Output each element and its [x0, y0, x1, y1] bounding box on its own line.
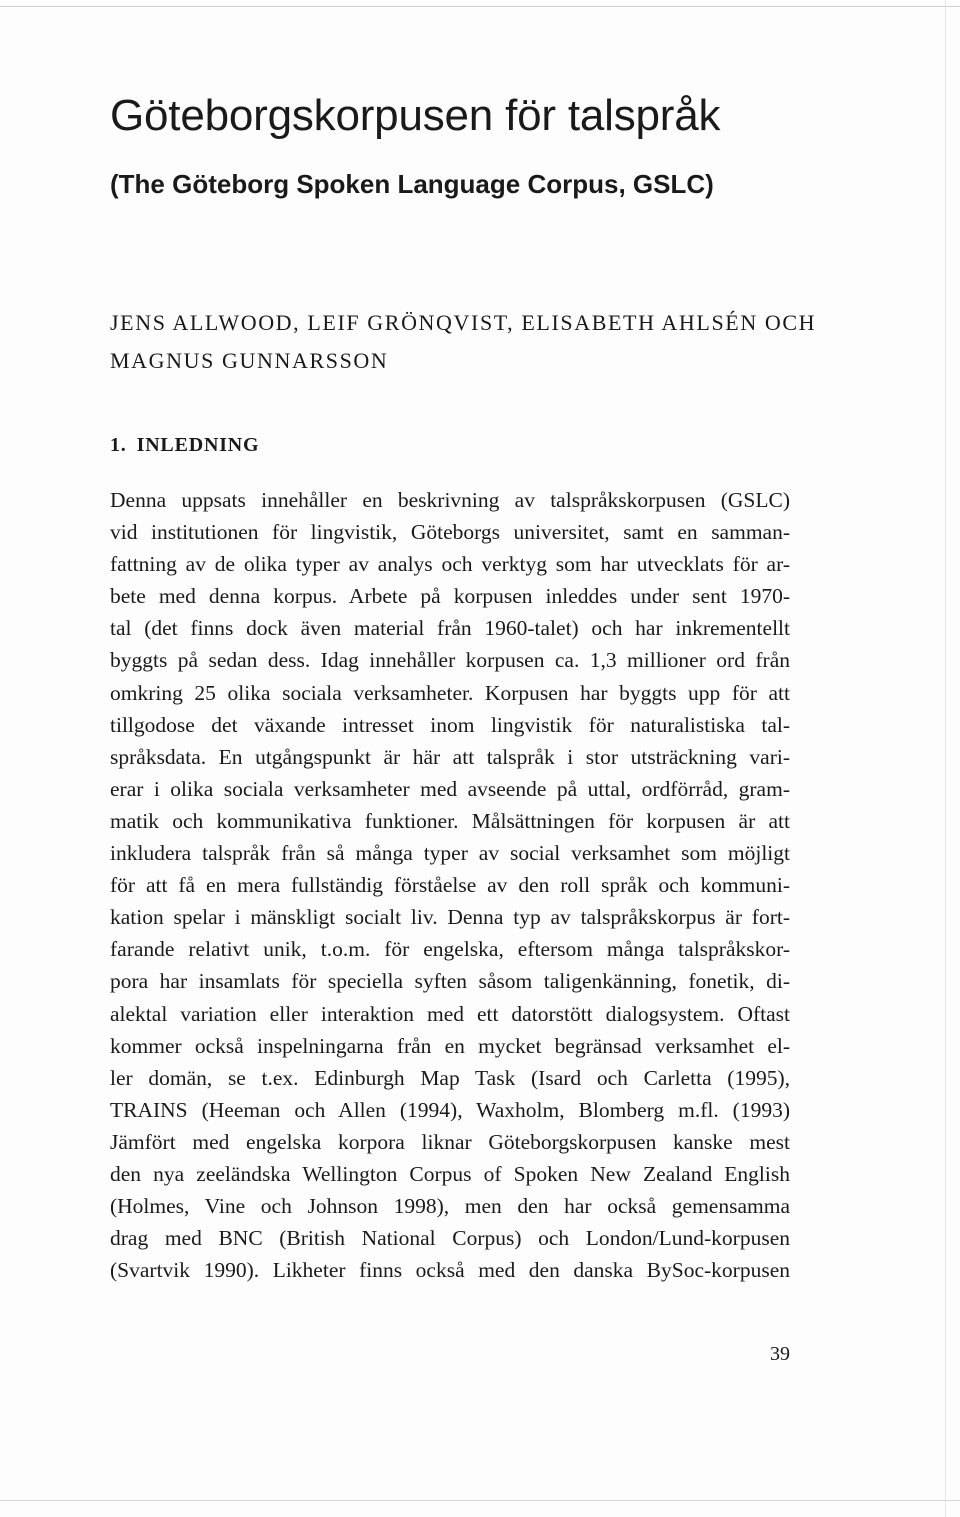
- body-text-line: alektal variation eller interaktion med ett datorstött dialogsystem. Oftast: [110, 1001, 790, 1026]
- body-text-line: pora har insamlats för speciella syften såsom taligenkänning, fonetik, di-: [110, 969, 790, 994]
- body-text-line: (Svartvik 1990). Likheter finns också med den danska BySoc-korpusen: [110, 1258, 790, 1283]
- body-text-line: tal (det finns dock även material från 1960-talet) och har inkrementellt: [110, 616, 790, 641]
- body-text-line: (Holmes, Vine och Johnson 1998), men den har också gemensamma: [110, 1194, 790, 1219]
- body-text-line: omkring 25 olika sociala verksamheter. Korpusen har byggts upp för att: [110, 680, 790, 705]
- body-text-line: Jämfört med engelska korpora liknar Göteborgskorpusen kanske mest: [110, 1129, 790, 1154]
- body-text-line: ler domän, se t.ex. Edinburgh Map Task (Isard och Carletta (1995),: [110, 1065, 790, 1090]
- body-text-line: farande relativt unik, t.o.m. för engelska, eftersom många talspråkskor-: [110, 937, 790, 962]
- body-text-line: språksdata. En utgångspunkt är här att talspråk i stor utsträckning vari-: [110, 744, 790, 769]
- section-number: 1.: [110, 434, 127, 456]
- article-title: Göteborgskorpusen för talspråk: [110, 91, 721, 140]
- body-text-line: TRAINS (Heeman och Allen (1994), Waxholm, Blomberg m.fl. (1993): [110, 1097, 790, 1122]
- body-text-line: fattning av de olika typer av analys och verktyg som har utvecklats för ar-: [110, 552, 790, 577]
- body-text-line: inkludera talspråk från så många typer av social verksamhet som möjligt: [110, 841, 790, 866]
- body-text-line: drag med BNC (British National Corpus) och London/Lund-korpusen: [110, 1226, 790, 1251]
- body-text-line: erar i olika sociala verksamheter med avseende på uttal, ordförråd, gram-: [110, 776, 790, 801]
- body-text-line: Denna uppsats innehåller en beskrivning av talspråkskorpusen (GSLC): [110, 488, 790, 512]
- body-text-line: tillgodose det växande intresset inom lingvistik för naturalistiska tal-: [110, 712, 790, 737]
- section-heading: [110, 430, 259, 460]
- article-authors: JENS ALLWOOD, LEIF GRÖNQVIST, ELISABETH AHLSÉN OCH MAGNUS GUNNARSSON: [110, 310, 817, 373]
- body-text-line: byggts på sedan dess. Idag innehåller korpusen ca. 1,3 millioner ord från: [110, 648, 790, 673]
- body-text-line: för att få en mera fullständig förståelse av den roll språk och kommuni-: [110, 873, 790, 898]
- body-text-line: vid institutionen för lingvistik, Göteborgs universitet, samt en samman-: [110, 520, 790, 545]
- body-text-line: den nya zeeländska Wellington Corpus of Spoken New Zealand English: [110, 1161, 790, 1186]
- top-edge-rule: [0, 6, 960, 7]
- body-text-line: matik och kommunikativa funktioner. Målsättningen för korpusen är att: [110, 808, 790, 833]
- section-title: INLEDNING: [136, 434, 260, 456]
- body-paragraph: [110, 484, 790, 1286]
- right-page-edge: [945, 0, 946, 1517]
- body-text-line: bete med denna korpus. Arbete på korpusen inleddes under sent 1970-: [110, 584, 790, 609]
- article-subtitle: (The Göteborg Spoken Language Corpus, GSLC): [110, 169, 714, 199]
- body-text-line: kommer också inspelningarna från en mycket begränsad verksamhet el-: [110, 1033, 790, 1058]
- page-number: 39: [770, 1343, 790, 1365]
- bottom-edge-rule: [0, 1500, 960, 1501]
- body-text-line: kation spelar i mänskligt socialt liv. Denna typ av talspråkskorpus är fort-: [110, 905, 790, 930]
